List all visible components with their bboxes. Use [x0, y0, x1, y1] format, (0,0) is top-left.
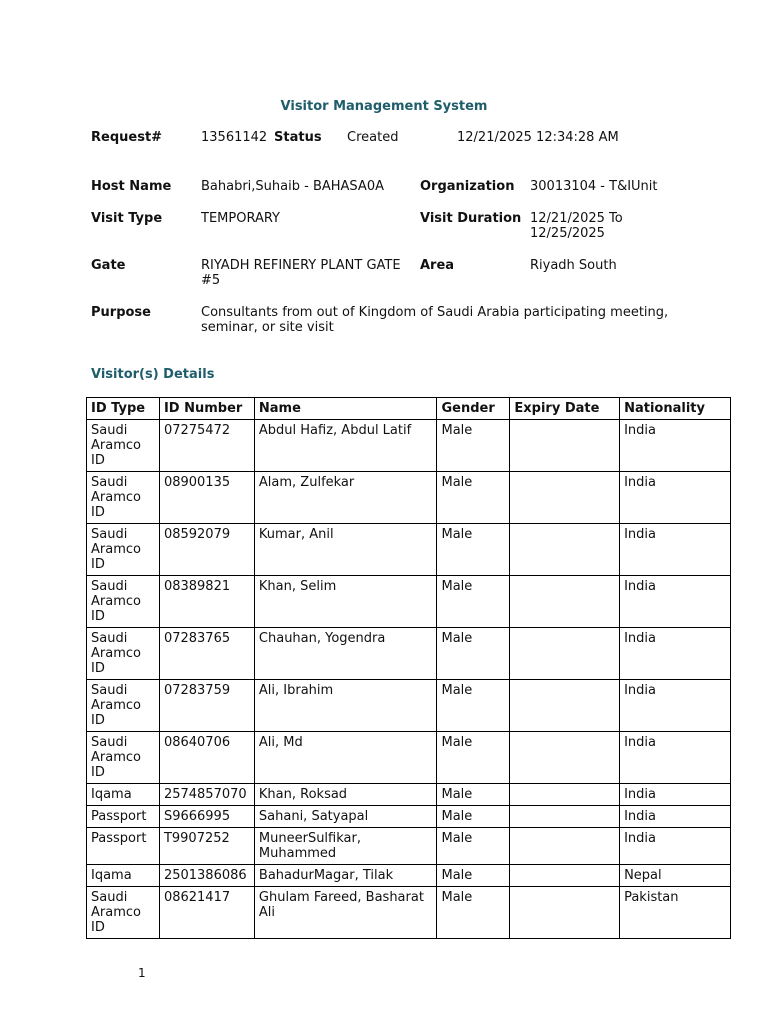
cell-nationality: India — [620, 806, 731, 828]
cell-id-type: Saudi Aramco ID — [87, 628, 160, 680]
visit-duration-start: 12/21/2025 To — [530, 211, 623, 226]
column-header-gender: Gender — [437, 398, 510, 420]
cell-id-type: Passport — [87, 828, 160, 865]
cell-name: Ghulam Fareed, Basharat Ali — [254, 887, 437, 939]
visit-duration-end: 12/25/2025 — [530, 226, 605, 241]
cell-nationality: India — [620, 784, 731, 806]
cell-nationality: Nepal — [620, 865, 731, 887]
cell-id-type: Saudi Aramco ID — [87, 576, 160, 628]
request-number: 13561142 — [201, 130, 268, 145]
cell-id-type: Saudi Aramco ID — [87, 680, 160, 732]
cell-name: BahadurMagar, Tilak — [254, 865, 437, 887]
column-header-nationality: Nationality — [620, 398, 731, 420]
cell-expiry-date — [510, 628, 620, 680]
cell-id-number: S9666995 — [159, 806, 254, 828]
visitors-table — [86, 397, 731, 939]
cell-gender: Male — [437, 420, 510, 472]
cell-id-type: Saudi Aramco ID — [87, 887, 160, 939]
cell-name: Kumar, Anil — [254, 524, 437, 576]
cell-nationality: India — [620, 524, 731, 576]
cell-nationality: India — [620, 628, 731, 680]
table-row — [87, 472, 731, 524]
cell-id-number: 08621417 — [159, 887, 254, 939]
column-header-name: Name — [254, 398, 437, 420]
cell-id-number: 2574857070 — [159, 784, 254, 806]
table-row — [87, 806, 731, 828]
table-row — [87, 784, 731, 806]
organization-label: Organization — [420, 179, 515, 194]
status-value: Created — [347, 130, 399, 145]
cell-nationality: India — [620, 472, 731, 524]
cell-expiry-date — [510, 865, 620, 887]
table-row — [87, 732, 731, 784]
cell-id-number: 07275472 — [159, 420, 254, 472]
table-row — [87, 576, 731, 628]
cell-id-type: Saudi Aramco ID — [87, 524, 160, 576]
cell-expiry-date — [510, 732, 620, 784]
host-name-label: Host Name — [91, 179, 172, 194]
purpose-value: Consultants from out of Kingdom of Saudi Arabia participating meeting, seminar, or site visit — [201, 305, 669, 335]
cell-gender: Male — [437, 806, 510, 828]
cell-gender: Male — [437, 887, 510, 939]
column-header-id-number: ID Number — [159, 398, 254, 420]
cell-id-type: Saudi Aramco ID — [87, 732, 160, 784]
table-row — [87, 628, 731, 680]
cell-id-number: 08592079 — [159, 524, 254, 576]
column-header-id-type: ID Type — [87, 398, 160, 420]
host-name-value: Bahabri,Suhaib - BAHASA0A — [201, 179, 384, 194]
cell-name: Chauhan, Yogendra — [254, 628, 437, 680]
visit-duration-label: Visit Duration — [420, 211, 522, 226]
cell-expiry-date — [510, 472, 620, 524]
cell-id-number: 07283759 — [159, 680, 254, 732]
cell-expiry-date — [510, 420, 620, 472]
cell-expiry-date — [510, 887, 620, 939]
cell-id-type: Saudi Aramco ID — [87, 420, 160, 472]
table-row — [87, 524, 731, 576]
visit-duration-value — [530, 211, 623, 241]
table-row — [87, 865, 731, 887]
area-value: Riyadh South — [530, 258, 617, 273]
cell-nationality: India — [620, 732, 731, 784]
cell-expiry-date — [510, 784, 620, 806]
cell-expiry-date — [510, 680, 620, 732]
cell-name: Ali, Ibrahim — [254, 680, 437, 732]
cell-id-type: Iqama — [87, 865, 160, 887]
cell-expiry-date — [510, 806, 620, 828]
status-label: Status — [274, 130, 322, 145]
table-row — [87, 680, 731, 732]
cell-gender: Male — [437, 472, 510, 524]
visitors-section-title: Visitor(s) Details — [91, 367, 215, 382]
cell-nationality: India — [620, 828, 731, 865]
visit-type-value: TEMPORARY — [201, 211, 280, 226]
cell-name: Ali, Md — [254, 732, 437, 784]
table-row — [87, 887, 731, 939]
purpose-label: Purpose — [91, 305, 151, 320]
cell-nationality: Pakistan — [620, 887, 731, 939]
cell-name: Khan, Selim — [254, 576, 437, 628]
cell-nationality: India — [620, 680, 731, 732]
cell-name: Khan, Roksad — [254, 784, 437, 806]
request-label: Request# — [91, 130, 163, 145]
column-header-expiry-date: Expiry Date — [510, 398, 620, 420]
cell-name: Alam, Zulfekar — [254, 472, 437, 524]
cell-gender: Male — [437, 732, 510, 784]
cell-id-number: T9907252 — [159, 828, 254, 865]
cell-expiry-date — [510, 828, 620, 865]
cell-id-type: Passport — [87, 806, 160, 828]
cell-gender: Male — [437, 828, 510, 865]
cell-id-number: 07283765 — [159, 628, 254, 680]
cell-expiry-date — [510, 524, 620, 576]
page-title: Visitor Management System — [280, 99, 488, 114]
organization-value: 30013104 - T&IUnit — [530, 179, 658, 194]
cell-name: Sahani, Satyapal — [254, 806, 437, 828]
cell-id-number: 08900135 — [159, 472, 254, 524]
cell-expiry-date — [510, 576, 620, 628]
cell-gender: Male — [437, 865, 510, 887]
gate-value: RIYADH REFINERY PLANT GATE #5 — [201, 258, 401, 288]
cell-nationality: India — [620, 576, 731, 628]
cell-gender: Male — [437, 576, 510, 628]
cell-id-number: 08640706 — [159, 732, 254, 784]
area-label: Area — [420, 258, 455, 273]
table-header-row — [87, 398, 731, 420]
visit-type-label: Visit Type — [91, 211, 163, 226]
page-number: 1 — [138, 966, 146, 980]
cell-gender: Male — [437, 524, 510, 576]
cell-name: Abdul Hafiz, Abdul Latif — [254, 420, 437, 472]
table-row — [87, 420, 731, 472]
cell-id-type: Saudi Aramco ID — [87, 472, 160, 524]
table-row — [87, 828, 731, 865]
cell-nationality: India — [620, 420, 731, 472]
cell-id-number: 08389821 — [159, 576, 254, 628]
cell-id-type: Iqama — [87, 784, 160, 806]
gate-label: Gate — [91, 258, 126, 273]
cell-gender: Male — [437, 628, 510, 680]
cell-gender: Male — [437, 784, 510, 806]
cell-name: MuneerSulfikar, Muhammed — [254, 828, 437, 865]
request-datetime: 12/21/2025 12:34:28 AM — [457, 130, 619, 145]
cell-gender: Male — [437, 680, 510, 732]
cell-id-number: 2501386086 — [159, 865, 254, 887]
